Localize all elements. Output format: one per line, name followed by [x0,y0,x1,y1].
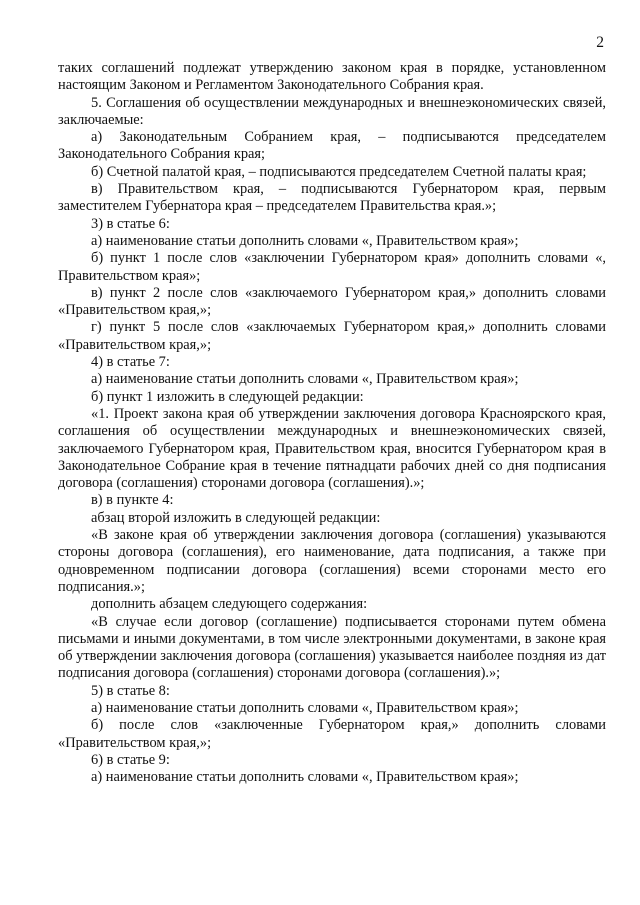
paragraph-item-5a: а) Законодательным Собранием края, – подписываются председателем Законодательного Собрания края; [58,129,606,163]
paragraph-item-5b: б) Счетной палатой края, – подписываются председателем Счетной палаты края; [91,163,587,180]
paragraph-article-7b: б) пункт 1 изложить в следующей редакции: [91,388,364,405]
paragraph-article-6a: а) наименование статьи дополнить словами «, Правительством края»; [91,232,519,249]
paragraph-article-6: 3) в статье 6: [91,215,170,232]
paragraph-article-7v-add: дополнить абзацем следующего содержания: [91,596,368,613]
paragraph-item-5: 5. Соглашения об осуществлении международных и внешнеэкономических связей, заключаемые: [58,94,606,128]
paragraph-article-7v-abzac: абзац второй изложить в следующей редакции: [91,509,381,526]
page-number: 2 [596,34,604,51]
paragraph-article-9a: а) наименование статьи дополнить словами «, Правительством края»; [91,769,519,786]
paragraph-article-7-quote-1: «1. Проект закона края об утверждении заключения договора Красноярского края, соглашения об осуществлении международных и внешнеэкономических связей, заключаемого Губернатором края, Правительством края, вносится Губернатором края в Законодательное Собрание края в течение пятнадцати рабочих дней со дня подписания договора (соглашения) сторонами договора (соглашения).»; [58,405,606,492]
paragraph-article-7v: в) в пункте 4: [91,492,174,509]
paragraph-article-8a: а) наименование статьи дополнить словами «, Правительством края»; [91,699,519,716]
paragraph-article-6b: б) пункт 1 после слов «заключении Губернатором края» дополнить словами «, Правительством края»; [58,250,606,284]
paragraph-article-7: 4) в статье 7: [91,354,170,371]
paragraph-article-9: 6) в статье 9: [91,751,170,768]
paragraph-continuation: таких соглашений подлежат утверждению законом края в порядке, установленном настоящим Законом и Регламентом Законодательного Собрания края. [58,60,606,94]
paragraph-article-8: 5) в статье 8: [91,682,170,699]
document-body [58,60,606,786]
paragraph-item-5v: в) Правительством края, – подписываются Губернатором края, первым заместителем Губернатора края – председателем Правительства края.»; [58,181,606,215]
paragraph-article-7v-quote: «В законе края об утверждении заключения договора (соглашения) указываются стороны договора (соглашения), его наименование, дата подписания, а также при одновременном подписании договора (соглашения) всеми сторонами место его подписания.»; [58,527,606,595]
paragraph-article-8b: б) после слов «заключенные Губернатором края,» дополнить словами «Правительством края,»; [58,717,606,751]
paragraph-article-7v-add-quote: «В случае если договор (соглашение) подписывается сторонами путем обмена письмами и иными документами, в том числе электронными документами, в законе края об утверждении заключения договора (соглашения) указывается наиболее поздняя из дат подписания договора (соглашения) сторонами договора (соглашения).»; [58,613,606,682]
paragraph-article-6g: г) пункт 5 после слов «заключаемых Губернатором края,» дополнить словами «Правительством края,»; [58,319,606,353]
paragraph-article-7a: а) наименование статьи дополнить словами «, Правительством края»; [91,371,519,388]
paragraph-article-6v: в) пункт 2 после слов «заключаемого Губернатором края,» дополнить словами «Правительством края,»; [58,284,606,319]
